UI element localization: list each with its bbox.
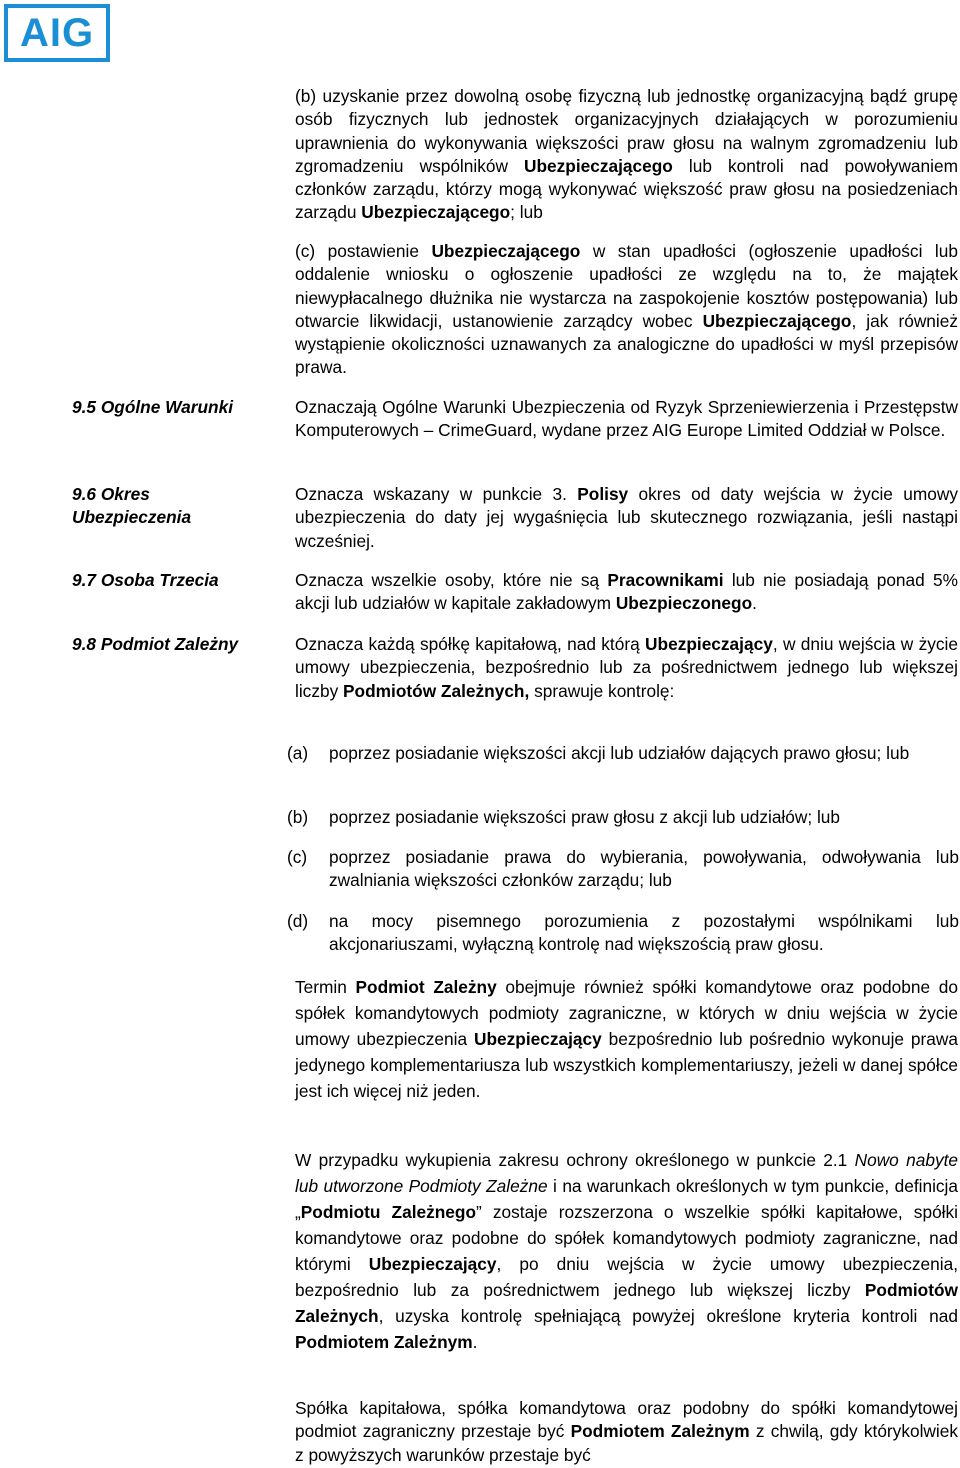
list-label-a: (a) [287,743,309,763]
paragraph-c: (c) postawienie Ubezpieczającego w stan upadłości (ogłoszenie upadłości lub oddalenie wniosku o ogłoszenie upadłości ze względu na to, że majątek niewypłacalnego dłużnika nie wystarcza na zaspokojenie kosztów postępowania) lub otwarcie likwidacji, ustanowienie zarządcy wobec Ubezpieczającego, jak również wystąpienie okoliczności uznawanych za analogiczne do upadłości w myśl przepisów prawa. [295,241,958,378]
term-9-6-line1: 9.6 Okres [72,484,150,504]
paragraph-spolka: Spółka kapitałowa, spółka komandytowa oraz podobny do spółki komandytowej podmiot zagraniczny przestaje być Podmiotem Zależnym z chwilą, gdy którykolwiek z powyższych warunków przestaje być [295,1398,958,1465]
definition-9-6: Oznacza wskazany w punkcie 3. Polisy okres od daty wejścia w życie umowy ubezpieczenia do daty jej wygaśnięcia lub skutecznego rozwiązania, jeśli nastąpi wcześniej. [295,484,958,551]
term-9-6-line2: Ubezpieczenia [72,507,192,528]
list-label-d: (d) [287,911,309,931]
list-item-c [287,846,959,893]
definition-9-5: Oznaczają Ogólne Warunki Ubezpieczenia od Ryzyk Sprzeniewierzenia i Przestępstw Komputerowych – CrimeGuard, wydane przez AIG Europe Limited Oddział w Polsce. [295,397,958,441]
term-9-8: 9.8 Podmiot Zależny [72,634,239,654]
list-label-c: (c) [287,847,308,867]
list-item-d [287,910,959,957]
paragraph-b: (b) uzyskanie przez dowolną osobę fizyczną lub jednostkę organizacyjną bądź grupę osób fizycznych lub jednostek organizacyjnych działających w porozumieniu uprawnienia do wykonywania większości praw głosu na walnym zgromadzeniu lub zgromadzeniu wspólników Ubezpieczającego lub kontroli nad powoływaniem członków zarządu, którzy mogą wykonywać większość praw głosu na posiedzeniach zarządu Ubezpieczającego; lub [295,86,958,223]
term-9-6 [72,483,282,530]
list-text-c: poprzez posiadanie prawa do wybierania, powoływania, odwoływania lub zwalniania większości członków zarządu; lub [329,847,959,891]
list-item-b [287,806,959,829]
term-9-5: 9.5 Ogólne Warunki [72,397,234,417]
list-text-d: na mocy pisemnego porozumienia z pozostałymi wspólnikami lub akcjonariuszami, wyłączną kontrolę nad większością praw głosu. [329,911,959,955]
definition-9-7: Oznacza wszelkie osoby, które nie są Pracownikami lub nie posiadają ponad 5% akcji lub udziałów w kapitale zakładowym Ubezpieczonego. [295,570,958,614]
list-item-a [287,742,959,765]
definition-9-8: Oznacza każdą spółkę kapitałową, nad którą Ubezpieczający, w dniu wejścia w życie umowy ubezpieczenia, bezpośrednio lub za pośrednictwem jednego lub większej liczby Podmiotów Zależnych, sprawuje kontrolę: [295,634,958,701]
list-label-b: (b) [287,807,309,827]
list-text-b: poprzez posiadanie większości praw głosu z akcji lub udziałów; lub [329,807,841,827]
list-text-a: poprzez posiadanie większości akcji lub udziałów dających prawo głosu; lub [329,743,910,763]
paragraph-termin: Termin Podmiot Zależny obejmuje również spółki komandytowe oraz podobne do spółek komandytowych podmioty zagraniczne, w których w dniu wejścia w życie umowy ubezpieczenia Ubezpieczający bezpośrednio lub pośrednio wykonuje prawa jedynego komplementariusza lub wszystkich komplementariuszy, jeżeli w danej spółce jest ich więcej niż jeden. [295,977,959,1101]
term-9-7: 9.7 Osoba Trzecia [72,570,219,590]
paragraph-wykupienie: W przypadku wykupienia zakresu ochrony określonego w punkcie 2.1 Nowo nabyte lub utworzone Podmioty Zależne i na warunkach określonych w tym punkcie, definicja „Podmiotu Zależnego” zostaje rozszerzona o wszelkie spółki kapitałowe, spółki komandytowe oraz podobne do spółek komandytowych podmioty zagraniczne, nad którymi Ubezpieczający, po dniu wejścia w życie umowy ubezpieczenia, bezpośrednio lub za pośrednictwem jednego lub większej liczby Podmiotów Zależnych, uzyska kontrolę spełniającą powyżej określone kryteria kontroli nad Podmiotem Zależnym. [295,1150,959,1352]
aig-logo: AIG [4,4,110,62]
